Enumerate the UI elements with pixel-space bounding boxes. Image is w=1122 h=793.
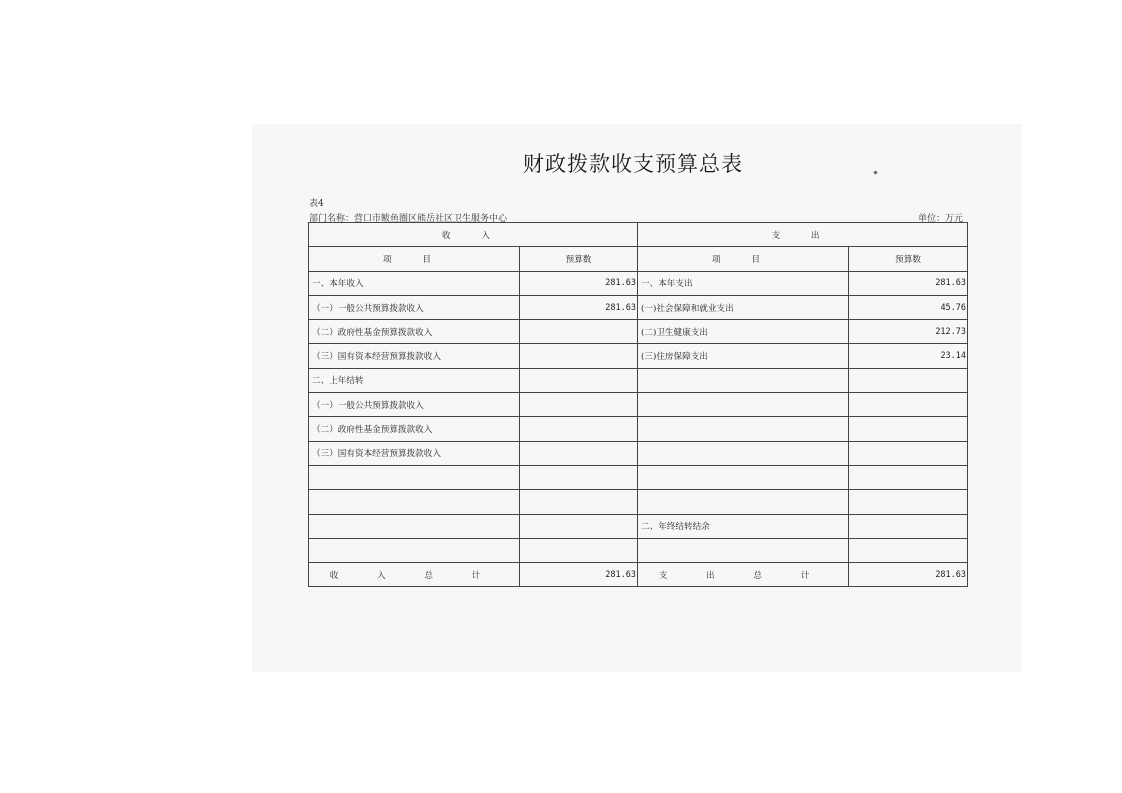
expense-value-cell [849,465,968,489]
expense-total-label: 支 出 总 计 [638,563,849,587]
budget-table [308,222,968,587]
income-value-cell [520,490,638,514]
income-item-cell: 一、本年收入 [309,271,520,295]
table-row [309,538,968,562]
expense-item-cell [638,393,849,417]
expense-value-cell [849,393,968,417]
unit-label: 单位：万元 [918,214,964,224]
income-item-cell: （三）国有资本经营预算拨款收入 [309,344,520,368]
income-item-cell [309,465,520,489]
table-row [309,417,968,441]
expense-item-cell [638,417,849,441]
expense-value-cell [849,417,968,441]
income-budget-header: 预算数 [520,247,638,271]
expense-total-value: 281.63 [849,563,968,587]
expense-item-cell [638,465,849,489]
expense-item-cell: 一、本年支出 [638,271,849,295]
table-row [309,441,968,465]
income-item-cell: （三）国有资本经营预算拨款收入 [309,441,520,465]
expense-value-cell [849,441,968,465]
income-value-cell: 281.63 [520,271,638,295]
income-value-cell [520,417,638,441]
header-row-columns [309,247,968,271]
expense-item-cell: 二、年终结转结余 [638,514,849,538]
expense-item-cell: (一)社会保障和就业支出 [638,295,849,319]
expense-item-cell [638,490,849,514]
table-row [309,344,968,368]
income-total-value: 281.63 [520,563,638,587]
table-row [309,368,968,392]
income-value-cell: 281.63 [520,295,638,319]
expense-value-cell: 23.14 [849,344,968,368]
table-row [309,465,968,489]
expense-item-cell: (二)卫生健康支出 [638,320,849,344]
expense-item-cell [638,441,849,465]
income-item-cell: （二）政府性基金预算拨款收入 [309,417,520,441]
expense-header: 支 出 [638,223,968,247]
table-row [309,393,968,417]
expense-item-cell [638,368,849,392]
income-item-header: 项 目 [309,247,520,271]
income-value-cell [520,465,638,489]
department-name: 部门名称：营口市鲅鱼圈区熊岳社区卫生服务中心 [309,214,508,224]
expense-value-cell [849,490,968,514]
income-item-cell: 二、上年结转 [309,368,520,392]
income-value-cell [520,393,638,417]
income-item-cell: （二）政府性基金预算拨款收入 [309,320,520,344]
income-item-cell [309,490,520,514]
income-value-cell [520,538,638,562]
expense-value-cell: 281.63 [849,271,968,295]
table-row [309,295,968,319]
income-item-cell [309,514,520,538]
table-row [309,490,968,514]
expense-value-cell [849,514,968,538]
income-value-cell [520,441,638,465]
expense-budget-header: 预算数 [849,247,968,271]
expense-item-cell [638,538,849,562]
income-item-cell: （一）一般公共预算拨款收入 [309,393,520,417]
table-row [309,271,968,295]
table-row [309,320,968,344]
totals-row [309,563,968,587]
expense-value-cell: 212.73 [849,320,968,344]
income-value-cell [520,368,638,392]
table-number: 表4 [309,199,324,209]
page-title: 财政拨款收支预算总表 [523,152,743,176]
income-value-cell [520,514,638,538]
table-row [309,514,968,538]
income-value-cell [520,320,638,344]
expense-value-cell [849,538,968,562]
header-row-sections [309,223,968,247]
income-header: 收 入 [309,223,638,247]
expense-item-header: 项 目 [638,247,849,271]
expense-value-cell: 45.76 [849,295,968,319]
income-total-label: 收 入 总 计 [309,563,520,587]
expense-item-cell: (三)住房保障支出 [638,344,849,368]
income-value-cell [520,344,638,368]
income-item-cell [309,538,520,562]
expense-value-cell [849,368,968,392]
income-item-cell: （一）一般公共预算拨款收入 [309,295,520,319]
